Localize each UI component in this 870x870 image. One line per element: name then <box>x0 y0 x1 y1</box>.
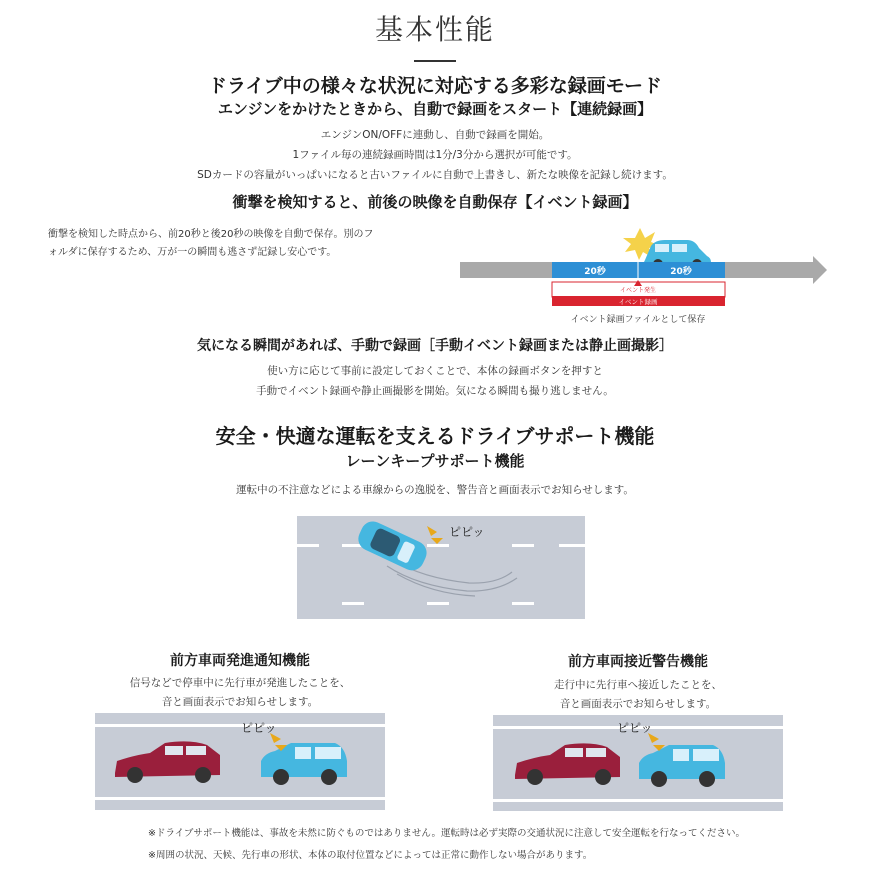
disclaimer-note: ※ドライブサポート機能は、事故を未然に防ぐものではありません。運転時は必ず実際の交通状況に注意して安全運転を行なってください。 <box>148 828 745 839</box>
continuous-title: エンジンをかけたときから、自動で録画をスタート【連続録画】 <box>217 100 653 118</box>
approach-line: 音と画面表示でお知らせします。 <box>559 698 717 710</box>
start-sound: ピピッ <box>241 721 277 735</box>
event-marker-icon <box>634 280 642 286</box>
approach-title: 前方車両接近警告機能 <box>568 654 708 670</box>
page-title: 基本性能 <box>374 13 495 46</box>
lane-sound: ピピッ <box>449 525 485 539</box>
diagram-caption: イベント録画ファイルとして保存 <box>570 315 706 325</box>
event-line: 衝撃を検知した時点から、前20秒と後20秒の映像を自動で保存。別のフ <box>48 229 374 240</box>
approach-warning-illustration <box>493 715 783 811</box>
approach-sound: ピピッ <box>617 721 653 735</box>
start-line: 信号などで停車中に先行車が発進したことを、 <box>129 677 351 689</box>
lane-description: 運転中の不注意などによる車線からの逸脱を、警告音と画面表示でお知らせします。 <box>236 484 634 496</box>
lane-title: レーンキープサポート機能 <box>345 452 525 470</box>
record-label: イベント録画 <box>618 298 658 306</box>
detect-label: イベント発生 <box>619 287 657 294</box>
event-line: ォルダに保存するため、万が一の瞬間も逃さず記録し安心です。 <box>48 247 337 258</box>
manual-line: 使い方に応じて事前に設定しておくことで、本体の録画ボタンを押すと <box>267 365 603 377</box>
manual-description <box>0 361 870 401</box>
continuous-line: SDカードの容量がいっぱいになると古いファイルに自動で上書きし、新たな映像を記録し続けます。 <box>197 169 673 181</box>
start-notice-illustration <box>95 713 385 810</box>
start-title: 前方車両発進通知機能 <box>170 653 310 669</box>
section2-heading: 安全・快適な運転を支えるドライブサポート機能 <box>215 424 655 448</box>
start-description <box>95 674 385 712</box>
lane-keep-illustration <box>297 516 585 619</box>
disclaimer-note: ※周囲の状況、天候、先行車の形状、本体の取付位置などによっては正常に動作しない場合があります。 <box>148 850 593 861</box>
approach-description <box>493 676 783 714</box>
continuous-line: 1ファイル毎の連続録画時間は1分/3分から選択が可能です。 <box>292 149 578 161</box>
before-label: 20秒 <box>584 267 606 277</box>
approach-line: 走行中に先行車へ接近したことを、 <box>554 679 722 691</box>
after-label: 20秒 <box>670 267 692 277</box>
event-description <box>48 226 418 262</box>
event-recording-diagram <box>455 220 835 330</box>
continuous-line: エンジンON/OFFに連動し、自動で録画を開始。 <box>320 129 550 141</box>
section1-heading: ドライブ中の様々な状況に対応する多彩な録画モード <box>207 75 663 97</box>
title-underline <box>414 60 456 62</box>
event-title: 衝撃を検知すると、前後の映像を自動保存【イベント録画】 <box>232 193 638 211</box>
start-line: 音と画面表示でお知らせします。 <box>161 696 319 708</box>
manual-line: 手動でイベント録画や静止画撮影を開始。気になる瞬間も撮り逃しません。 <box>256 385 614 397</box>
manual-title: 気になる瞬間があれば、手動で録画［手動イベント録画または静止画撮影］ <box>197 338 673 354</box>
continuous-description <box>0 125 870 185</box>
